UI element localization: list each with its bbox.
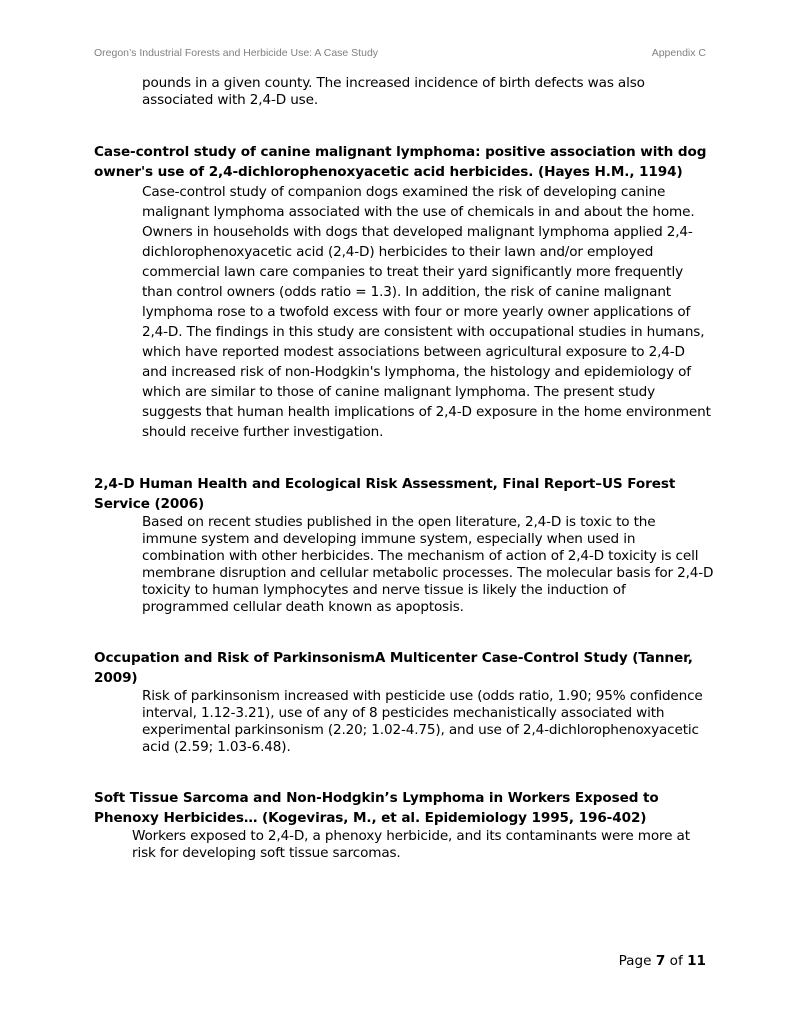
current-page: 7 — [655, 953, 666, 969]
header-appendix-label: Appendix C — [651, 47, 706, 59]
running-header — [94, 47, 706, 63]
entry-title: 2,4-D Human Health and Ecological Risk Assessment, Final Report–US Forest Service (2006) — [94, 476, 676, 512]
intro-continuation-paragraph: pounds in a given county. The increased incidence of birth defects was also associated with 2,4-D use. — [142, 75, 645, 108]
entry-title: Case-control study of canine malignant lymphoma: positive association with dog owner's use of 2,4-dichlorophenoxyacetic acid herbicides. (Hayes H.M., 1194) — [94, 144, 707, 180]
total-pages: 11 — [687, 953, 706, 969]
entry-canine-lymphoma — [94, 142, 714, 442]
of-label: of — [669, 953, 683, 969]
entry-body: Risk of parkinsonism increased with pesticide use (odds ratio, 1.90; 95% confidence interval, 1.12-3.21), use of any of 8 pesticides mechanistically associated with experimental parkinsonism (2.20; 1.02-4.75), and use of 2,4-dichlorophenoxyacetic acid (2.59; 1.03-6.48). — [142, 688, 703, 755]
entry-soft-tissue-sarcoma — [94, 788, 714, 862]
entry-title: Occupation and Risk of ParkinsonismA Multicenter Case-Control Study (Tanner, 2009) — [94, 650, 693, 686]
page-number — [619, 953, 706, 969]
header-document-title: Oregon’s Industrial Forests and Herbicide Use: A Case Study — [94, 47, 379, 59]
page-content — [94, 75, 714, 862]
page-label: Page — [618, 953, 652, 969]
entry-usfs-risk-assessment — [94, 474, 714, 616]
entry-body: Based on recent studies published in the open literature, 2,4-D is toxic to the immune system and developing immune system, especially when used in combination with other herbicides. The mechanism of action of 2,4-D toxicity is cell membrane disruption and cellular metabolic processes. The molecular basis for 2,4-D toxicity to human lymphocytes and nerve tissue is likely the induction of programmed cellular death known as apoptosis. — [142, 514, 714, 615]
entry-parkinsonism-study — [94, 648, 714, 756]
entry-title: Soft Tissue Sarcoma and Non-Hodgkin’s Lymphoma in Workers Exposed to Phenoxy Herbicides… (Kogeviras, M., et al. Epidemiology 1995, 196-402) — [94, 790, 659, 826]
entry-body: Workers exposed to 2,4-D, a phenoxy herbicide, and its contaminants were more at risk for developing soft tissue sarcomas. — [132, 828, 690, 861]
entry-body: Case-control study of companion dogs examined the risk of developing canine malignant lymphoma associated with the use of chemicals in and about the home. Owners in households with dogs that developed malignant lymphoma applied 2,4-dichlorophenoxyacetic acid (2,4-D) herbicides to their lawn and/or employed commercial lawn care companies to treat their yard significantly more frequently than control owners (odds ratio = 1.3). In addition, the risk of canine malignant lymphoma rose to a twofold excess with four or more yearly owner applications of 2,4-D. The findings in this study are consistent with occupational studies in humans, which have reported modest associations between agricultural exposure to 2,4-D and increased risk of non-Hodgkin's lymphoma, the histology and epidemiology of which are similar to those of canine malignant lymphoma. The present study suggests that human health implications of 2,4-D exposure in the home environment should receive further investigation. — [142, 184, 711, 440]
